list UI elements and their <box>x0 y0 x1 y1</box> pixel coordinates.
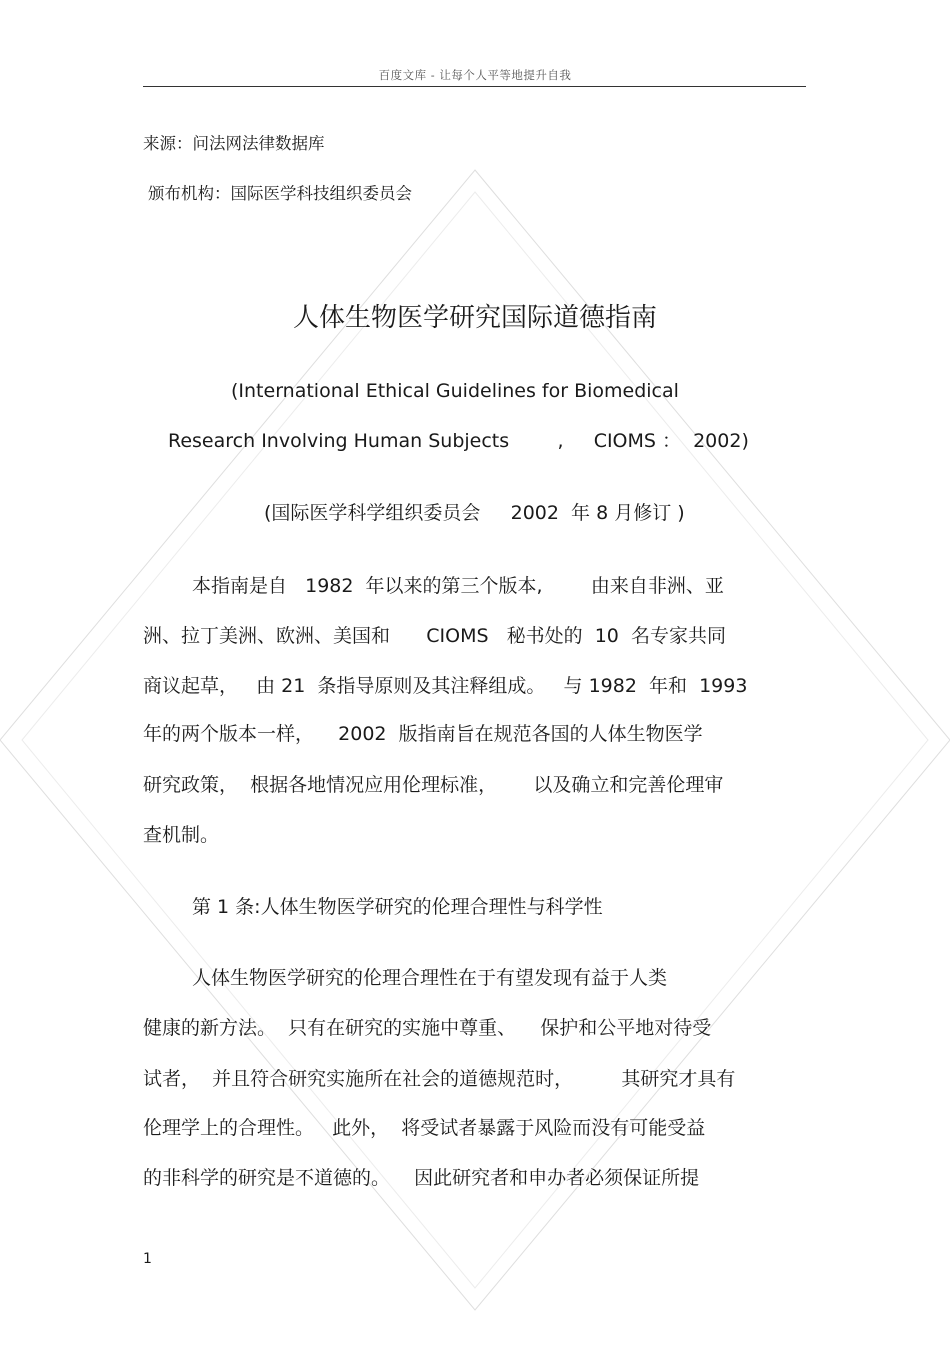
subtitle-line-2: Research Involving Human Subjects , CIOMS ： 2002) <box>168 430 749 452</box>
page-number: 1 <box>143 1251 152 1267</box>
header-divider <box>143 86 806 87</box>
intro-line-6: 查机制。 <box>143 824 220 846</box>
source-line: 来源：问法网法律数据库 <box>143 134 325 153</box>
intro-line-2: 洲、拉丁美洲、欧洲、美国和 CIOMS 秘书处的 10 名专家共同 <box>143 625 726 647</box>
revision-note: (国际医学科学组织委员会 2002 年 8 月修订 ) <box>264 502 685 524</box>
article-1-line-5: 的非科学的研究是不道德的。 因此研究者和申办者必须保证所提 <box>143 1167 700 1189</box>
intro-line-4: 年的两个版本一样， 2002 版指南旨在规范各国的人体生物医学 <box>143 723 703 745</box>
intro-line-5: 研究政策， 根据各地情况应用伦理标准， 以及确立和完善伦理审 <box>143 774 724 796</box>
intro-line-3: 商议起草， 由 21 条指导原则及其注释组成。 与 1982 年和 1993 <box>143 675 748 697</box>
issuer-line: 颁布机构：国际医学科技组织委员会 <box>148 184 412 203</box>
page-header: 百度文库 - 让每个人平等地提升自我 <box>378 68 572 82</box>
article-1-line-2: 健康的新方法。 只有在研究的实施中尊重、 保护和公平地对待受 <box>143 1017 712 1039</box>
intro-line-1: 本指南是自 1982 年以来的第三个版本, 由来自非洲、亚 <box>192 575 724 597</box>
subtitle-line-1: (International Ethical Guidelines for Biomedical <box>231 380 679 402</box>
document-title: 人体生物医学研究国际道德指南 <box>292 303 657 333</box>
article-1-line-1: 人体生物医学研究的伦理合理性在于有望发现有益于人类 <box>192 967 668 989</box>
article-1-line-4: 伦理学上的合理性。 此外， 将受试者暴露于风险而没有可能受益 <box>143 1117 706 1139</box>
article-1-line-3: 试者， 并且符合研究实施所在社会的道德规范时， 其研究才具有 <box>143 1068 736 1090</box>
article-1-heading: 第 1 条:人体生物医学研究的伦理合理性与科学性 <box>192 896 603 918</box>
